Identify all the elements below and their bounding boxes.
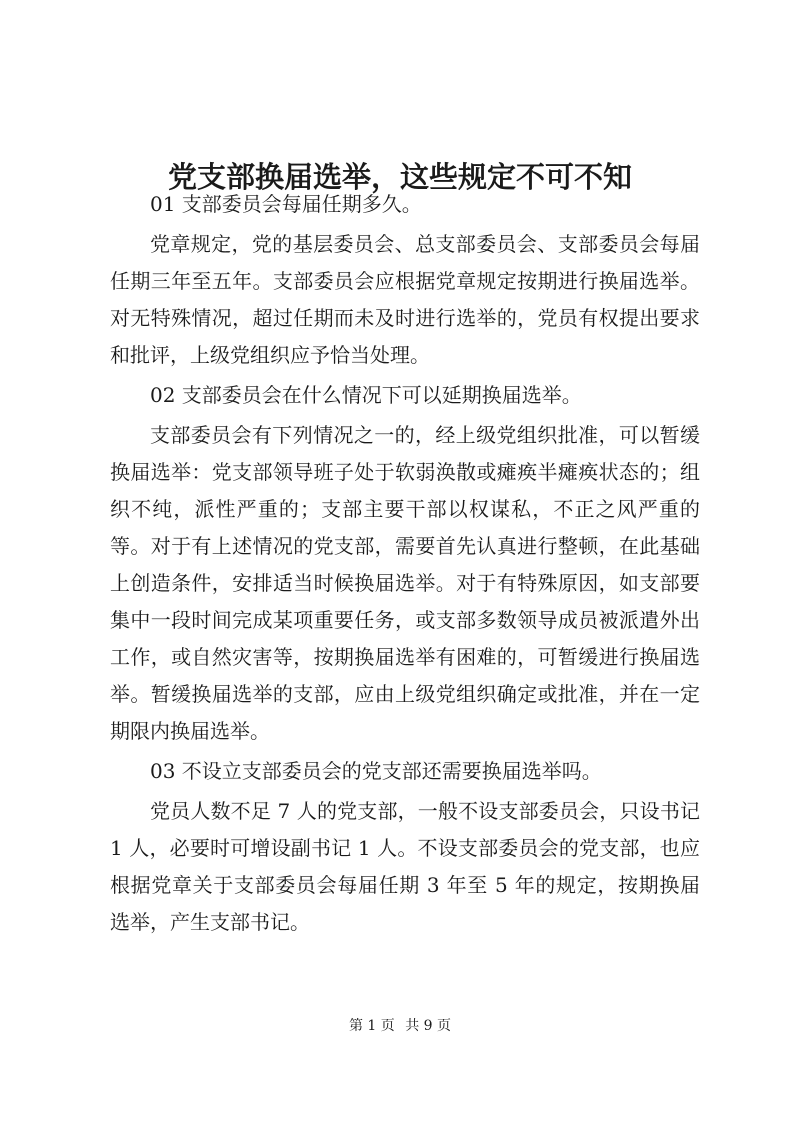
page-total: 共 9 页 xyxy=(405,1018,452,1034)
paragraph-text: 支部委员会有下列情况之一的，经上级党组织批准，可以暂缓换届选举：党支部领导班子处于软弱涣散或瘫痪半瘫痪状态的；组织不纯，派性严重的；支部主要干部以权谋私，不正之风严重的等。对于有上述情况的党支部，需要首先认真进行整顿，在此基础上创造条件，安排适当时候换届选举。对于有特殊原因，如支部要集中一段时间完成某项重要任务，或支部多数领导成员被派遣外出工作，或自然灾害等，按期换届选举有困难的，可暂缓进行换届选举。暂缓换届选举的支部，应由上级党组织确定或批准，并在一定期限内换届选举。 xyxy=(110,423,700,743)
section-heading-2: 02 支部委员会在什么情况下可以延期换届选举。 xyxy=(150,383,582,407)
page-number: 第 1 页 xyxy=(348,1018,395,1034)
section-heading-1: 01 支部委员会每届任期多久。 xyxy=(150,192,422,216)
section-paragraph-2 xyxy=(110,417,700,750)
section-paragraph-1 xyxy=(110,226,700,374)
section-heading-3: 03 不设立支部委员会的党支部还需要换届选举吗。 xyxy=(150,759,602,783)
paragraph-text: 党章规定，党的基层委员会、总支部委员会、支部委员会每届任期三年至五年。支部委员会应根据党章规定按期进行换届选举。对无特殊情况，超过任期而未及时进行选举的，党员有权提出要求和批评，上级党组织应予恰当处理。 xyxy=(110,232,700,367)
page-footer xyxy=(0,1016,800,1036)
paragraph-text: 党员人数不足 7 人的党支部，一般不设支部委员会，只设书记 1 人，必要时可增设副书记 1 人。不设支部委员会的党支部，也应根据党章关于支部委员会每届任期 3 年至 5 年的规定，按期换届选举，产生支部书记。 xyxy=(110,799,700,934)
document-title: 党支部换届选举，这些规定不可不知 xyxy=(167,160,632,195)
section-paragraph-3 xyxy=(110,793,700,941)
document-body xyxy=(110,186,700,944)
